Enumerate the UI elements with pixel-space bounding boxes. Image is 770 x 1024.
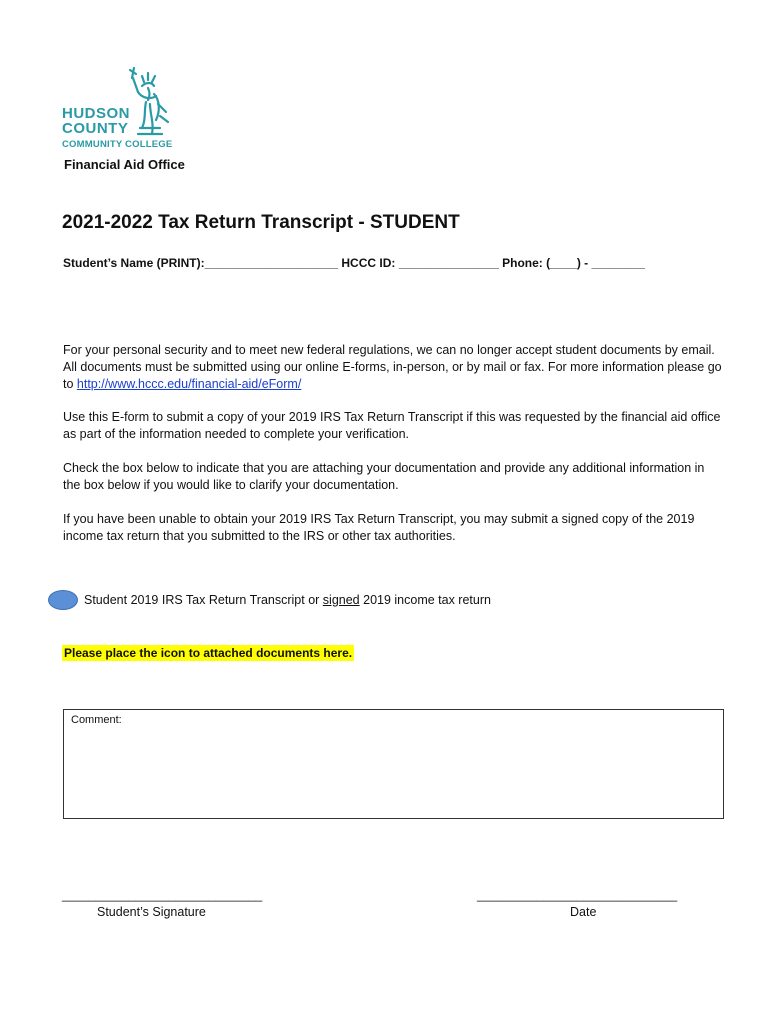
checkbox-label-before: Student 2019 IRS Tax Return Transcript or <box>84 593 323 607</box>
logo-line-2: COUNTY <box>62 120 129 137</box>
checkbox-label-after: 2019 income tax return <box>359 593 491 607</box>
page-title: 2021-2022 Tax Return Transcript - STUDENT <box>62 212 460 233</box>
document-checkbox-row[interactable] <box>48 590 491 610</box>
checkbox-label-signed: signed <box>322 593 360 607</box>
student-signature-line[interactable]: ______________________________ <box>62 888 263 902</box>
paragraph-security <box>63 342 723 393</box>
eform-link[interactable]: http://www.hccc.edu/financial-aid/eForm/ <box>76 377 302 391</box>
office-name: Financial Aid Office <box>64 157 185 172</box>
attach-note: Please place the icon to attached documents here. <box>64 646 353 660</box>
comment-label: Comment: <box>71 714 122 726</box>
document-checkbox[interactable] <box>48 590 78 610</box>
logo-line-3: COMMUNITY COLLEGE <box>62 139 173 150</box>
logo-line-1: HUDSON <box>62 105 131 122</box>
checkbox-label <box>84 593 491 607</box>
logo-wordmark <box>62 106 172 152</box>
college-logo <box>62 64 222 158</box>
paragraph-checkbox-info: Check the box below to indicate that you are attaching your documentation and provide any additional information in the box below if you would like to clarify your documentation. <box>63 461 705 492</box>
date-label: Date <box>570 905 597 919</box>
date-line[interactable]: ______________________________ <box>477 888 678 902</box>
student-signature-label: Student’s Signature <box>97 905 206 919</box>
paragraph-instructions: Use this E-form to submit a copy of your 2019 IRS Tax Return Transcript if this was requested by the financial aid office as part of the information needed to complete your verification. <box>63 410 721 441</box>
comment-field[interactable] <box>63 709 724 819</box>
student-info-fields[interactable]: Student’s Name (PRINT):____________________ HCCC ID: _______________ Phone: (____) - ________ <box>63 256 645 270</box>
paragraph-alternative: If you have been unable to obtain your 2019 IRS Tax Return Transcript, you may submit a signed copy of the 2019 income tax return that you submitted to the IRS or other tax authorities. <box>63 512 695 543</box>
paragraph-security-text: For your personal security and to meet new federal regulations, we can no longer accept student documents by email. All documents must be submitted using our online E-forms, in-person, or by mail or fax. For more information please go to <box>63 343 722 391</box>
